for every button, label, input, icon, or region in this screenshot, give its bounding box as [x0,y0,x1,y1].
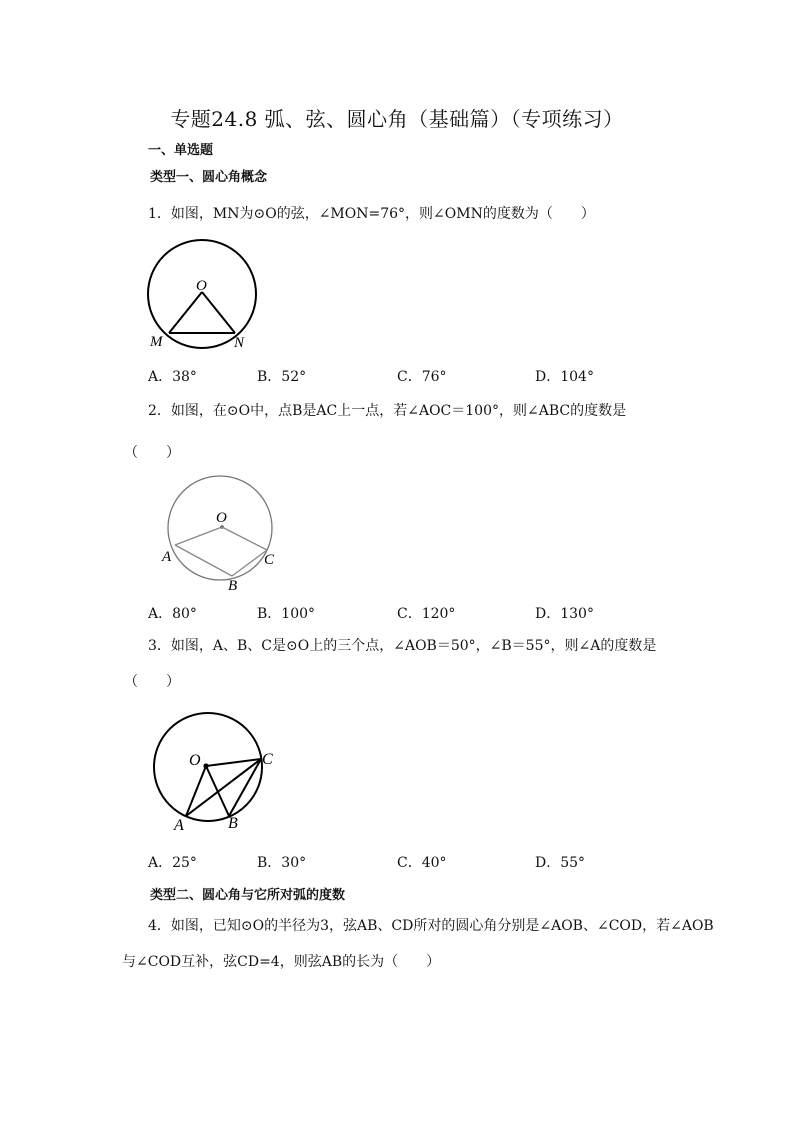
chord-bc [232,550,267,576]
q2-option-a: A．80° [148,606,197,622]
label-o: O [189,752,201,769]
question-3-paren: （ ） [124,674,180,690]
question-1-figure [140,262,280,352]
q1-option-d: D．104° [535,369,594,385]
q2-option-b: B．100° [257,606,316,622]
question-3-text: 3．如图，A、B、C是⊙O上的三个点，∠AOB＝50°，∠B＝55°，则∠A的度数是 [148,638,657,654]
radius-on [202,292,235,333]
page-title: 专题24.8 弧、弦、圆心角（基础篇）（专项练习） [170,107,624,131]
label-n: N [234,335,245,351]
label-b: B [228,815,238,832]
label-a: A [174,817,184,834]
label-c: C [264,552,275,568]
type-heading-1: 类型一、圆心角概念 [150,170,268,185]
question-2-figure [158,470,288,595]
radius-om [169,292,202,333]
q2-option-d: D．130° [535,606,594,622]
question-4-line-2: 与∠COD互补，弦CD=4，则弦AB的长为（ ） [122,954,441,970]
label-o: O [216,510,227,526]
section-heading: 一、单选题 [148,143,214,158]
circle-o [148,240,256,348]
question-2-paren: （ ） [124,445,180,461]
question-2-text: 2．如图，在⊙O中，点B是AC上一点，若∠AOC＝100°，则∠ABC的度数是 [148,403,627,419]
q3-option-a: A．25° [148,855,197,871]
q1-option-a: A．38° [148,369,197,385]
chord-ab [175,545,232,576]
q2-option-c: C．120° [397,606,456,622]
radius-oc [222,527,267,550]
label-b: B [228,578,238,594]
label-a: A [162,549,172,565]
question-4-line-1: 4．如图，已知⊙O的半径为3，弦AB、CD所对的圆心角分别是∠AOB、∠COD，若∠AOB [148,918,714,934]
radius-oa [175,527,222,545]
question-3-figure [148,708,288,838]
type-heading-2: 类型二、圆心角与它所对弧的度数 [150,888,346,903]
label-c: C [262,751,273,768]
label-m: M [150,334,163,350]
q3-option-d: D．55° [535,855,586,871]
q3-option-b: B．30° [257,855,307,871]
q3-option-c: C．40° [397,855,447,871]
question-1-text: 1．如图，MN为⊙O的弦，∠MON=76°，则∠OMN的度数为（ ） [148,206,595,222]
q1-option-b: B．52° [257,369,307,385]
q1-option-c: C．76° [397,369,447,385]
label-o: O [196,278,207,294]
